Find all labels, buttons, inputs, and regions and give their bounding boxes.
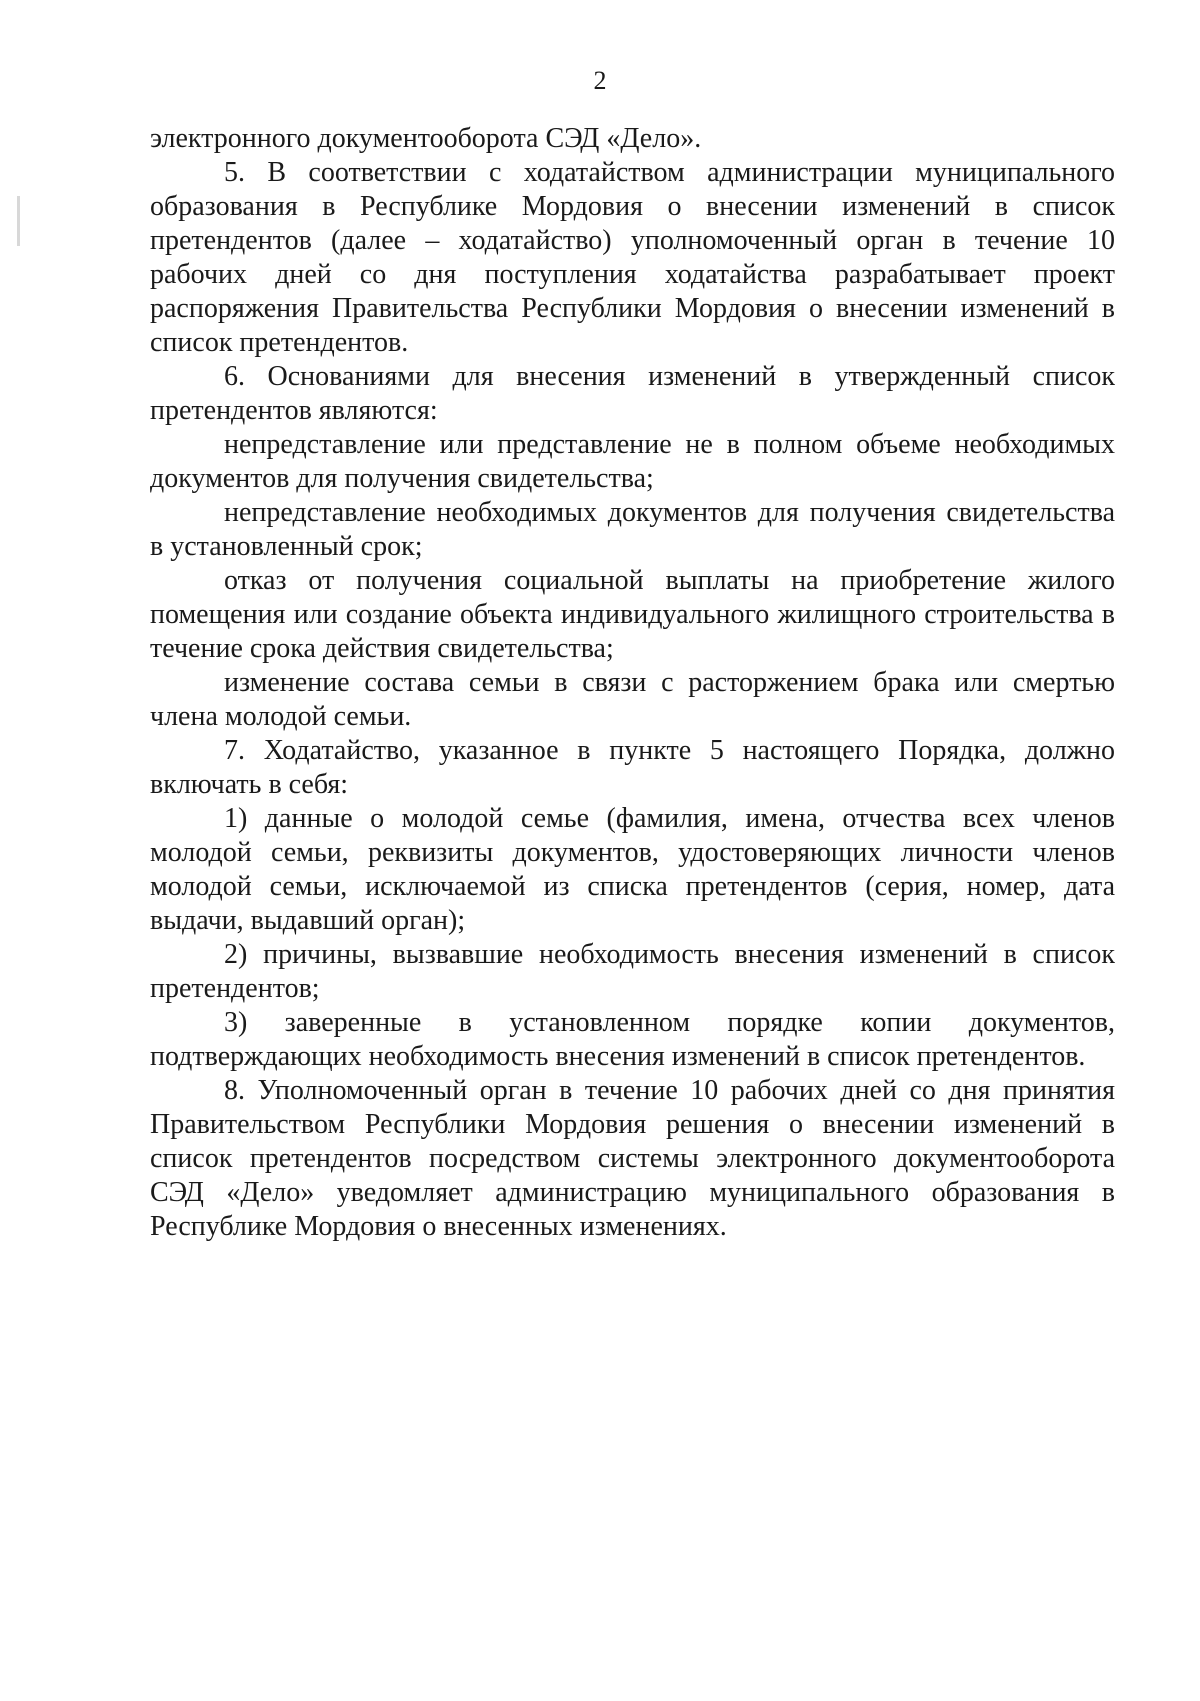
paragraph-item-7-sub-2: 2) причины, вызвавшие необходимость внесения изменений в список претендентов; xyxy=(150,939,1115,1004)
scan-artifact-mark xyxy=(17,196,20,246)
paragraph-item-6-ground-1: непредставление или представление не в полном объеме необходимых документов для получения свидетельства; xyxy=(150,429,1115,494)
paragraph-item-8: 8. Уполномоченный орган в течение 10 рабочих дней со дня принятия Правительством Республики Мордовия решения о внесении изменений в список претендентов посредством системы электронного документооборота СЭД «Дело» уведомляет администрацию муниципального образования в Республике Мордовия о внесенных изменениях. xyxy=(150,1075,1115,1242)
paragraph-item-6-ground-2: непредставление необходимых документов для получения свидетельства в установленный срок; xyxy=(150,497,1115,562)
document-body xyxy=(150,122,1115,1244)
paragraph-item-6-ground-4: изменение состава семьи в связи с расторжением брака или смертью члена молодой семьи. xyxy=(150,667,1115,732)
paragraph-continuation: электронного документооборота СЭД «Дело». xyxy=(150,123,702,154)
paragraph-item-5: 5. В соответствии с ходатайством администрации муниципального образования в Республике Мордовия о внесении изменений в список претендентов (далее – ходатайство) уполномоченный орган в течение 10 рабочих дней со дня поступления ходатайства разрабатывает проект распоряжения Правительства Республики Мордовия о внесении изменений в список претендентов. xyxy=(150,157,1115,358)
paragraph-item-7-sub-1: 1) данные о молодой семье (фамилия, имена, отчества всех членов молодой семьи, реквизиты документов, удостоверяющих личности членов молодой семьи, исключаемой из списка претендентов (серия, номер, дата выдачи, выдавший орган); xyxy=(150,803,1115,936)
page-number: 2 xyxy=(593,66,607,95)
paragraph-item-6-ground-3: отказ от получения социальной выплаты на приобретение жилого помещения или создание объекта индивидуального жилищного строительства в течение срока действия свидетельства; xyxy=(150,565,1115,664)
paragraph-item-6: 6. Основаниями для внесения изменений в утвержденный список претендентов являются: xyxy=(150,361,1115,426)
paragraph-item-7: 7. Ходатайство, указанное в пункте 5 настоящего Порядка, должно включать в себя: xyxy=(150,735,1115,800)
paragraph-item-7-sub-3: 3) заверенные в установленном порядке копии документов, подтверждающих необходимость внесения изменений в список претендентов. xyxy=(150,1007,1115,1072)
